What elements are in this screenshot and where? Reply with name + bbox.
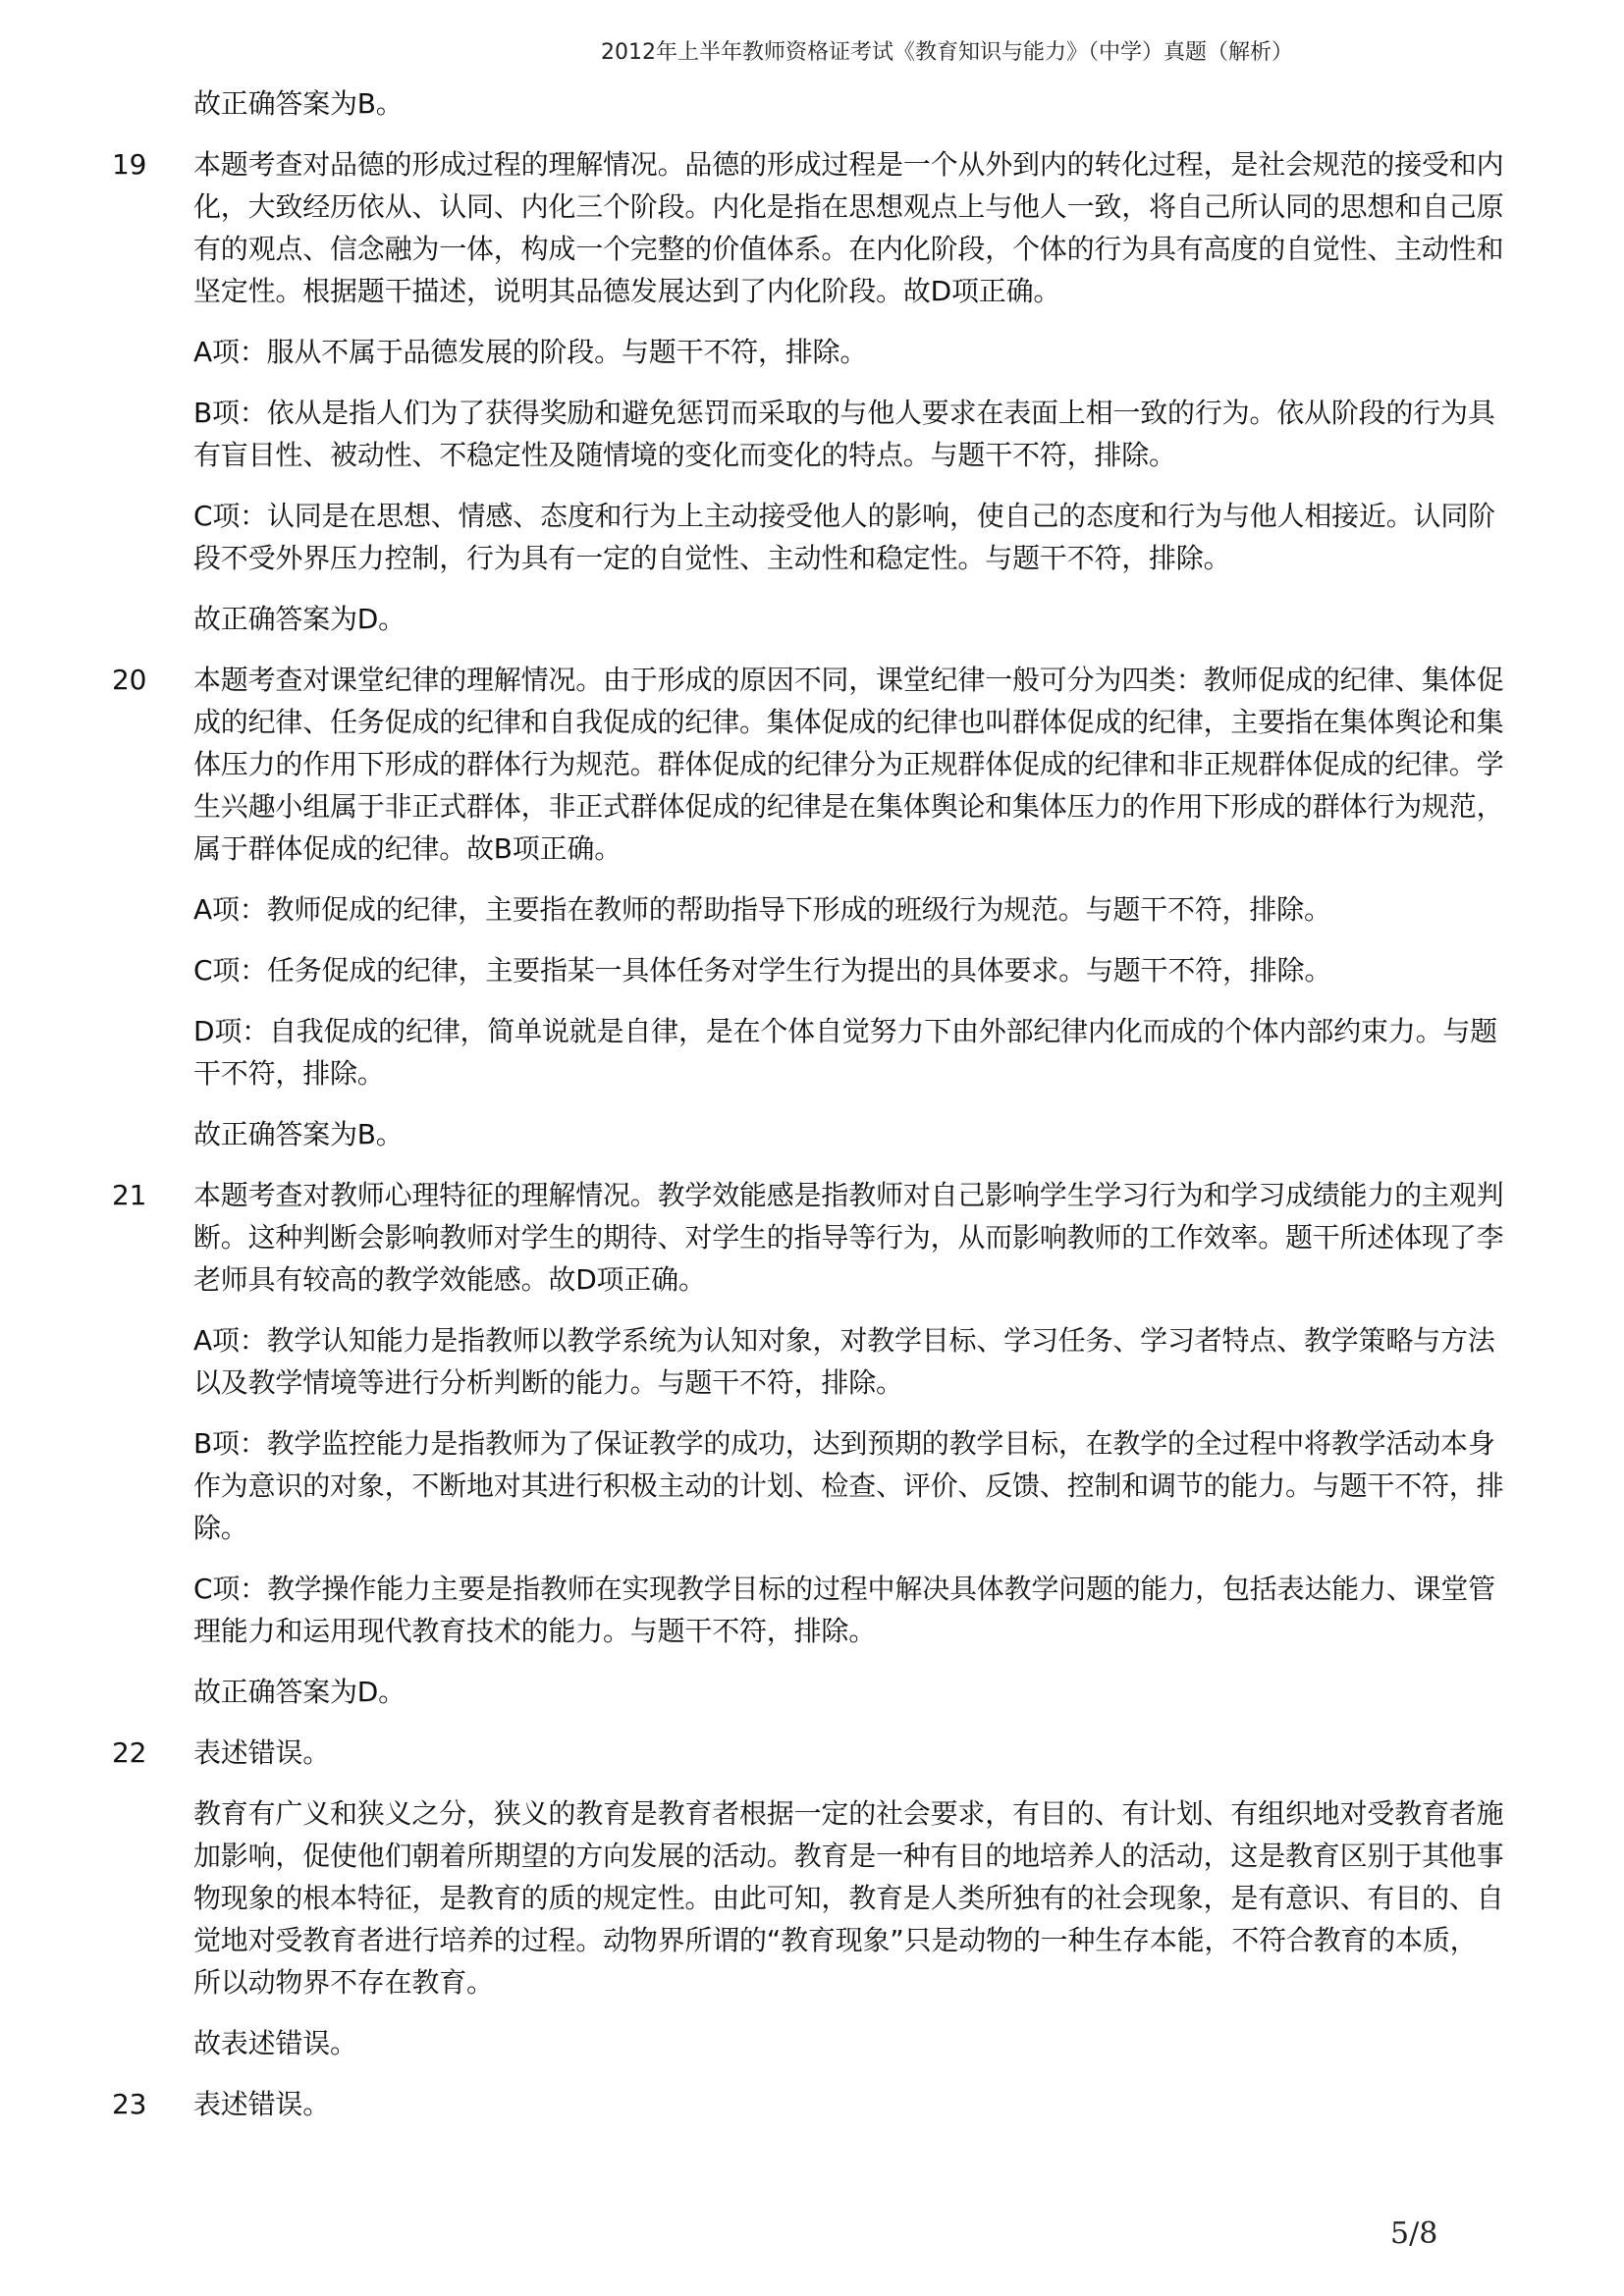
document-body: [0, 82, 1624, 2144]
option-analysis: [193, 495, 1504, 579]
paragraph-text: 本题考查对品德的形成过程的理解情况。品德的形成过程是一个从外到内的转化过程，是社会规范的接受和内化，大致经历依从、认同、内化三个阶段。内化是指在思想观点上与他人一致，将自己所认同的思想和自己原有的观点、信念融为一体，构成一个完整的价值体系。在内化阶段，个体的行为具有高度的自觉性、主动性和坚定性。根据题干描述，说明其品德发展达到了内化阶段。故D项正确。: [193, 148, 1504, 307]
paragraph-text: C项：任务促成的纪律，主要指某一具体任务对学生行为提出的具体要求。与题干不符，排除。: [193, 954, 1332, 987]
paragraph-text: 表述错误。: [193, 2088, 331, 2120]
paragraph-text: 本题考查对课堂纪律的理解情况。由于形成的原因不同，课堂纪律一般可分为四类：教师促成的纪律、集体促成的纪律、任务促成的纪律和自我促成的纪律。集体促成的纪律也叫群体促成的纪律，主要指在集体舆论和集体压力的作用下形成的群体行为规范。群体促成的纪律分为正规群体促成的纪律和非正规群体促成的纪律。学生兴趣小组属于非正式群体，非正式群体促成的纪律是在集体舆论和集体压力的作用下形成的群体行为规范，属于群体促成的纪律。故B项正确。: [193, 664, 1504, 865]
option-analysis: [193, 888, 1504, 931]
option-analysis: [193, 392, 1504, 476]
paragraph-text: C项：认同是在思想、情感、态度和行为上主动接受他人的影响，使自己的态度和行为与他人相接近。认同阶段不受外界压力控制，行为具有一定的自觉性、主动性和稳定性。与题干不符，排除。: [193, 500, 1495, 574]
question-explanation: [112, 1174, 1504, 1301]
paragraph-text: C项：教学操作能力主要是指教师在实现教学目标的过程中解决具体教学问题的能力，包括表达能力、课堂管理能力和运用现代教育技术的能力。与题干不符，排除。: [193, 1573, 1495, 1647]
option-analysis: [193, 1319, 1504, 1404]
question-number: 23: [112, 2088, 147, 2120]
paragraph-text: 故正确答案为B。: [193, 87, 404, 120]
paragraph-text: 故正确答案为D。: [193, 1676, 406, 1708]
question-explanation: [112, 659, 1504, 870]
question-number: 20: [112, 664, 147, 696]
option-analysis: [193, 1568, 1504, 1652]
page-number: 5/8: [1390, 2216, 1438, 2251]
question-number: 22: [112, 1736, 147, 1769]
paragraph-text: D项：自我促成的纪律，简单说就是自律，是在个体自觉努力下由外部纪律内化而成的个体内部约束力。与题干不符，排除。: [193, 1015, 1497, 1090]
question-explanation: [112, 1732, 1504, 1774]
option-analysis: [193, 331, 1504, 373]
answer-line: [193, 1113, 1504, 1155]
answer-line: [193, 598, 1504, 640]
paragraph-text: 表述错误。: [193, 1736, 331, 1769]
paragraph-text: 本题考查对教师心理特征的理解情况。教学效能感是指教师对自己影响学生学习行为和学习成绩能力的主观判断。这种判断会影响教师对学生的期待、对学生的指导等行为，从而影响教师的工作效率。题干所述体现了李老师具有较高的教学效能感。故D项正确。: [193, 1179, 1504, 1296]
option-analysis: [193, 1010, 1504, 1095]
page-header-title: 2012年上半年教师资格证考试《教育知识与能力》（中学）真题（解析）: [601, 40, 1293, 65]
paragraph-text: A项：教学认知能力是指教师以教学系统为认知对象，对教学目标、学习任务、学习者特点、教学策略与方法以及教学情境等进行分析判断的能力。与题干不符，排除。: [193, 1324, 1495, 1399]
option-analysis: [193, 949, 1504, 991]
option-analysis: [193, 1422, 1504, 1549]
answer-line: [193, 1671, 1504, 1713]
question-explanation: [112, 143, 1504, 312]
paragraph-text: 故表述错误。: [193, 2027, 357, 2059]
paragraph-text: A项：教师促成的纪律，主要指在教师的帮助指导下形成的班级行为规范。与题干不符，排除。: [193, 893, 1331, 926]
question-explanation: [112, 2083, 1504, 2125]
paragraph-text: A项：服从不属于品德发展的阶段。与题干不符，排除。: [193, 336, 868, 368]
paragraph-text: B项：教学监控能力是指教师为了保证教学的成功，达到预期的教学目标，在教学的全过程中将教学活动本身作为意识的对象，不断地对其进行积极主动的计划、检查、评价、反馈、控制和调节的能力。与题干不符，排除。: [193, 1427, 1504, 1544]
question-number: 19: [112, 148, 147, 181]
answer-line: [193, 82, 1504, 125]
answer-line: [193, 2022, 1504, 2064]
paragraph-text: B项：依从是指人们为了获得奖励和避免惩罚而采取的与他人要求在表面上相一致的行为。依从阶段的行为具有盲目性、被动性、不稳定性及随情境的变化而变化的特点。与题干不符，排除。: [193, 397, 1495, 471]
explanation-body: [193, 1792, 1504, 2003]
paragraph-text: 教育有广义和狭义之分，狭义的教育是教育者根据一定的社会要求，有目的、有计划、有组织地对受教育者施加影响，促使他们朝着所期望的方向发展的活动。教育是一种有目的地培养人的活动，这是教育区别于其他事物现象的根本特征，是教育的质的规定性。由此可知，教育是人类所独有的社会现象，是有意识、有目的、自觉地对受教育者进行培养的过程。动物界所谓的“教育现象”只是动物的一种生存本能，不符合教育的本质，所以动物界不存在教育。: [193, 1797, 1504, 1999]
question-number: 21: [112, 1179, 147, 1211]
paragraph-text: 故正确答案为D。: [193, 603, 406, 635]
paragraph-text: 故正确答案为B。: [193, 1118, 404, 1150]
